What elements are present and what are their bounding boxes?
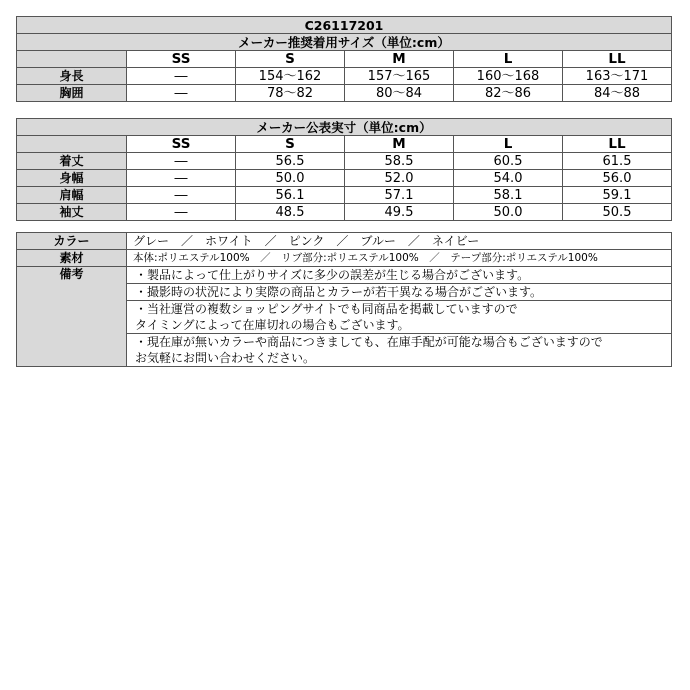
table-cell: ― (127, 68, 236, 85)
product-code: C26117201 (17, 17, 672, 34)
recommended-size-table (16, 16, 672, 102)
corner-cell (17, 51, 127, 68)
size-header: M (345, 136, 454, 153)
material-label: 素材 (17, 250, 127, 267)
table-row (17, 153, 672, 170)
color-row (17, 233, 672, 250)
table-cell: ― (127, 85, 236, 102)
row-label: 袖丈 (17, 204, 127, 221)
table-row (17, 85, 672, 102)
table-cell: 58.1 (454, 187, 563, 204)
table-row (17, 204, 672, 221)
note-item: ・現在庫が無いカラーや商品につきましても、在庫手配が可能な場合もございますので お気軽にお問い合わせください。 (127, 334, 672, 367)
table-cell: 50.0 (454, 204, 563, 221)
table-row (17, 170, 672, 187)
size-header: SS (127, 51, 236, 68)
size-header: LL (563, 136, 672, 153)
table-cell: 56.1 (236, 187, 345, 204)
color-value: グレー ／ ホワイト ／ ピンク ／ ブルー ／ ネイビー (127, 233, 672, 250)
row-label: 肩幅 (17, 187, 127, 204)
material-value: 本体:ポリエステル100% ／ リブ部分:ポリエステル100% ／ テープ部分:ポリエステル100% (127, 250, 672, 267)
measurement-table (16, 118, 672, 221)
table-cell: 48.5 (236, 204, 345, 221)
row-label: 着丈 (17, 153, 127, 170)
table-cell: 160～168 (454, 68, 563, 85)
table-cell: 56.5 (236, 153, 345, 170)
table-cell: 78～82 (236, 85, 345, 102)
table-cell: 60.5 (454, 153, 563, 170)
size-header: SS (127, 136, 236, 153)
note-row (17, 267, 672, 284)
row-label: 胸囲 (17, 85, 127, 102)
table-row (17, 187, 672, 204)
table-cell: 84～88 (563, 85, 672, 102)
table-cell: 163～171 (563, 68, 672, 85)
size-header: S (236, 136, 345, 153)
table-cell: 52.0 (345, 170, 454, 187)
row-label: 身幅 (17, 170, 127, 187)
size-header: L (454, 136, 563, 153)
table-cell: 80～84 (345, 85, 454, 102)
table-cell: 157～165 (345, 68, 454, 85)
table-cell: 56.0 (563, 170, 672, 187)
corner-cell (17, 136, 127, 153)
table-cell: 50.0 (236, 170, 345, 187)
table-cell: 49.5 (345, 204, 454, 221)
table-cell: ― (127, 204, 236, 221)
product-info-table (16, 232, 672, 367)
table-cell: ― (127, 187, 236, 204)
table-cell: 82～86 (454, 85, 563, 102)
material-row (17, 250, 672, 267)
size-header: L (454, 51, 563, 68)
table-cell: ― (127, 153, 236, 170)
color-label: カラー (17, 233, 127, 250)
size-header: S (236, 51, 345, 68)
table-cell: 61.5 (563, 153, 672, 170)
table-row (17, 68, 672, 85)
note-item: ・当社運営の複数ショッピングサイトでも同商品を掲載していますので タイミングによって在庫切れの場合もございます。 (127, 301, 672, 334)
row-label: 身長 (17, 68, 127, 85)
table-cell: 58.5 (345, 153, 454, 170)
size-header: LL (563, 51, 672, 68)
table-cell: 59.1 (563, 187, 672, 204)
notes-label: 備考 (17, 267, 127, 367)
table-cell: 154～162 (236, 68, 345, 85)
note-item: ・製品によって仕上がりサイズに多少の誤差が生じる場合がございます。 (127, 267, 672, 284)
measurement-table-title: メーカー公表実寸（単位:cm） (17, 119, 672, 136)
size-header: M (345, 51, 454, 68)
recommended-table-title: メーカー推奨着用サイズ（単位:cm） (17, 34, 672, 51)
table-cell: ― (127, 170, 236, 187)
table-cell: 50.5 (563, 204, 672, 221)
table-cell: 57.1 (345, 187, 454, 204)
table-cell: 54.0 (454, 170, 563, 187)
note-item: ・撮影時の状況により実際の商品とカラーが若干異なる場合がございます。 (127, 284, 672, 301)
